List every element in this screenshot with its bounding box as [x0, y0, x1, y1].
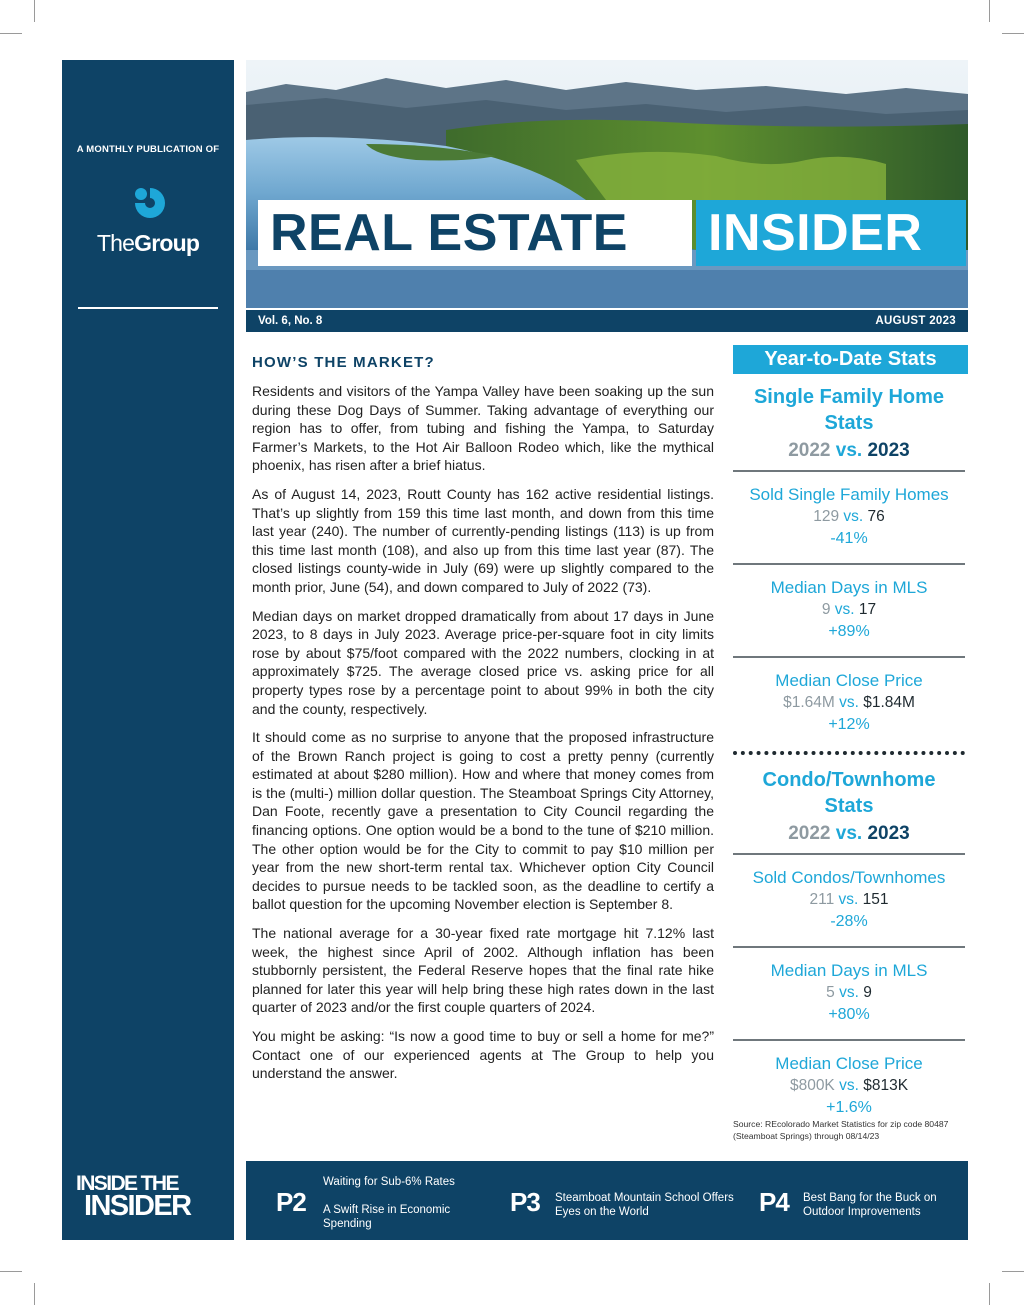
article-paragraph: You might be asking: “Is now a good time to buy or sell a home for me?” Contact one of our experienced agents at The Group to help you understand the answer. — [252, 1028, 714, 1082]
stat-sold-condos: Sold Condos/Townhomes 211 vs. 151 -28% — [752, 868, 946, 930]
stat-condo-price: Median Close Price $800K vs. $813K +1.6% — [775, 1054, 923, 1116]
crop-mark — [34, 0, 35, 22]
crop-mark — [989, 1283, 990, 1305]
crop-mark — [989, 0, 990, 22]
inside-the-insider-label: INSIDE THE INSIDER — [76, 1172, 191, 1223]
page-ref-p3: P3 — [510, 1187, 540, 1217]
stat-single-family-price: Median Close Price $1.64M vs. $1.84M +12% — [775, 671, 923, 733]
page-ref-p4: P4 — [759, 1187, 789, 1217]
dotted-divider — [733, 751, 965, 755]
divider — [78, 307, 218, 309]
masthead-title-insider: INSIDER — [708, 204, 923, 262]
issue-bar — [246, 310, 968, 332]
article-paragraph: Residents and visitors of the Yampa Valley have been soaking up the sun during these Dog Days of Summer. Taking advantage of everything our region has to offer, from tubing and fishing the Yampa, to Saturday Farmer’s Markets, to the Hot Air Balloon Rodeo which, like the mythical phoenix, has risen after a brief hiatus. — [252, 383, 714, 474]
condo-years: 2022 vs. 2023 — [788, 823, 910, 844]
crop-mark — [1002, 1271, 1024, 1272]
the-group-logo-icon — [132, 186, 166, 220]
article-paragraph: As of August 14, 2023, Routt County has 162 active residential listings. That’s up slightly from 159 this time last month, and down from this time last year (240). The number of currently-pending listings (113) is up from this time last month (108), and also up from this time last year (87). The closed listings county-wide in July (69) were up slightly compared to the month prior, June (54), and down compared to July of 2022 (73). — [252, 485, 714, 595]
single-family-title: Single Family Home Stats — [753, 386, 945, 434]
page-ref-p4-item: Best Bang for the Buck on Outdoor Improvements — [803, 1192, 937, 1218]
stat-single-family-days: Median Days in MLS 9 vs. 17 +89% — [770, 578, 928, 640]
stat-condo-days: Median Days in MLS 5 vs. 9 +80% — [770, 961, 928, 1023]
publication-note: A MONTHLY PUBLICATION OF — [76, 144, 220, 155]
inside-the-insider-bar — [246, 1161, 968, 1240]
single-family-years: 2022 vs. 2023 — [788, 440, 910, 461]
issue-date: AUGUST 2023 — [875, 315, 956, 327]
hero-landscape-image — [246, 60, 968, 308]
ytd-stats-heading: Year-to-Date Stats — [733, 345, 968, 374]
crop-mark — [0, 33, 22, 34]
article-paragraph: The national average for a 30-year fixed rate mortgage hit 7.12% last week, the highest since April of 2002. Although inflation has been stubbornly persistent, the Federal Reserve hopes that the final rate hike planned for later this year will help bring these high rates down in the last quarter of 2023 and/or the first couple quarters of 2024. — [252, 925, 714, 1016]
stats-source-note: Source: REcolorado Market Statistics for zip code 80487 (Steamboat Springs) through 08/14/23 — [733, 1119, 949, 1141]
sidebar — [62, 60, 234, 1240]
page-ref-p3-item: Steamboat Mountain School Offers Eyes on the World — [555, 1192, 734, 1218]
stats-panel — [733, 384, 965, 1132]
the-group-logo: TheGroup — [96, 230, 200, 256]
crop-mark — [1002, 33, 1024, 34]
crop-mark — [0, 1271, 22, 1272]
stat-sold-single-family: Sold Single Family Homes 129 vs. 76 -41% — [749, 485, 949, 547]
condo-title: Condo/Townhome Stats — [762, 769, 936, 817]
masthead-title-real-estate: REAL ESTATE — [270, 204, 628, 262]
page-ref-p2-item1: Waiting for Sub-6% Rates — [323, 1176, 455, 1188]
crop-mark — [34, 1283, 35, 1305]
article-body — [252, 382, 714, 1093]
article-paragraph: Median days on market dropped dramatically from about 17 days in June 2023, to 8 days in July 2023. Average price-per-square foot in city limits rose by about $75/foot compared with the 2022 numbers, clocking in at approximately $725. The average closed price vs. asking price for all property types rose by a percentage point to about 99% in both the city and the county, respectively. — [252, 607, 714, 717]
article-paragraph: It should come as no surprise to anyone that the proposed infrastructure of the Brown Ranch project is going to cost a pretty penny (currently estimated at about $280 million). How and where that money comes from is the (multi-) million dollar question. The Steamboat Springs City Attorney, Dan Foote, recently gave a presentation to City Council regarding the financing options. One option would be a bond to the tune of $210 million. The other option would be for the City to commit to pay $10 million per year from the new short-term rental tax. Whichever option City Council decides to pursue needs to be tackled soon, as the deadline to certify a ballot question for the upcoming November election is September 8. — [252, 729, 714, 913]
page-ref-p2: P2 — [276, 1187, 306, 1217]
article-headline: HOW’S THE MARKET? — [252, 354, 435, 371]
page-ref-p2-item2: A Swift Rise in Economic Spending — [323, 1204, 451, 1230]
volume-number: Vol. 6, No. 8 — [258, 315, 323, 327]
